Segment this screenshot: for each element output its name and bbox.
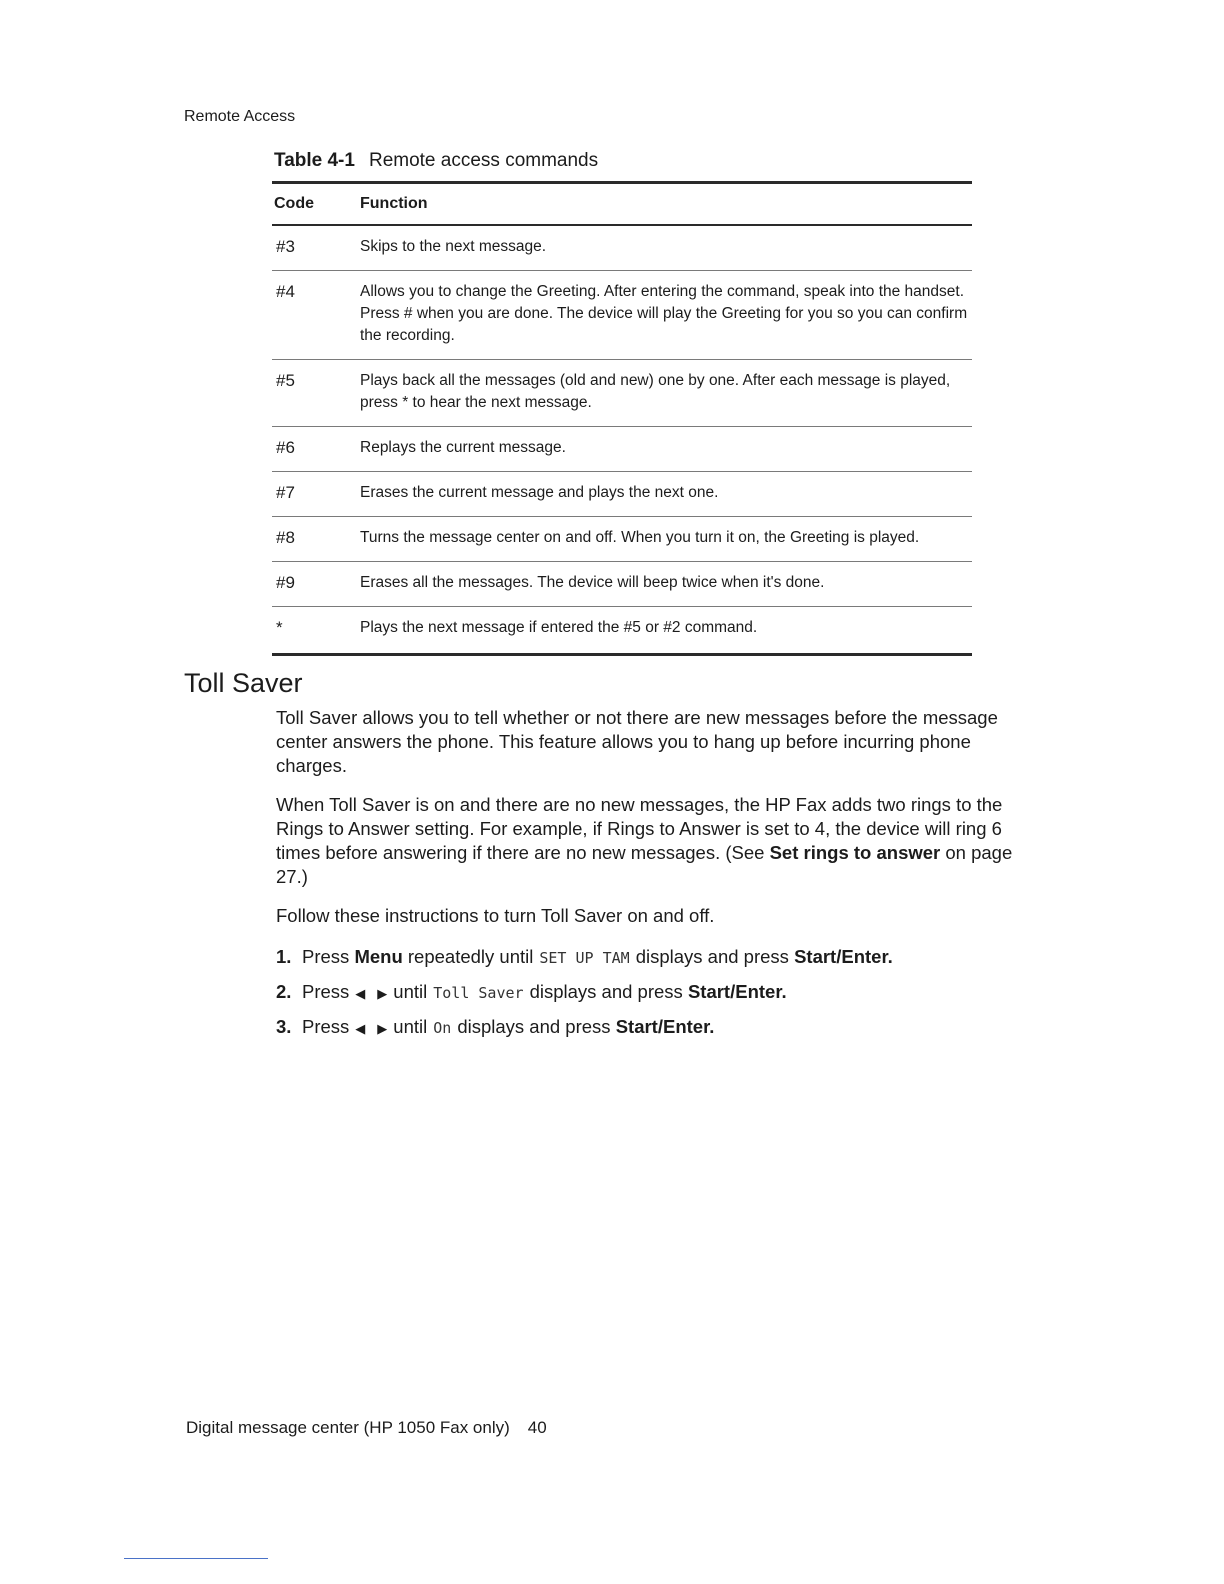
display-text: Toll Saver [433, 984, 524, 1002]
step-text: until [393, 1016, 428, 1037]
menu-key: Menu [354, 946, 403, 967]
table-row [272, 225, 972, 271]
table-caption [274, 150, 598, 172]
row-code: #5 [272, 360, 360, 427]
step-item [276, 1015, 1036, 1050]
row-function: Skips to the next message. [360, 225, 972, 271]
header-function: Function [360, 183, 972, 226]
paragraph-instructions: Follow these instructions to turn Toll Saver on and off. [276, 905, 715, 926]
row-code: * [272, 607, 360, 655]
left-arrow-icon: ◀ [355, 986, 366, 1001]
step-text: Press [302, 1016, 350, 1037]
step-item [276, 945, 1036, 980]
row-code: #9 [272, 562, 360, 607]
row-function: Plays back all the messages (old and new) one by one. After each message is played, press * to hear the next message. [360, 360, 972, 427]
paragraph-rings [276, 793, 1036, 889]
step-text: displays and press [457, 1016, 611, 1037]
cross-reference-link[interactable]: Set rings to answer [769, 842, 941, 863]
step-text: repeatedly until [407, 946, 534, 967]
row-function: Erases all the messages. The device will beep twice when it's done. [360, 562, 972, 607]
step-text: until [393, 981, 428, 1002]
table-row [272, 360, 972, 427]
start-enter-key: Start/Enter. [794, 946, 893, 967]
page-number: 40 [527, 1418, 547, 1437]
row-code: #8 [272, 517, 360, 562]
step-text: Press [302, 946, 350, 967]
table-caption-number: Table 4-1 [274, 150, 355, 171]
row-code: #3 [272, 225, 360, 271]
paragraph-intro: Toll Saver allows you to tell whether or not there are new messages before the message center answers the phone. This feature allows you to hang up before incurring phone charges. [276, 707, 998, 776]
table-caption-title: Remote access commands [368, 150, 599, 171]
row-code: #7 [272, 472, 360, 517]
step-text: displays and press [635, 946, 789, 967]
table-row [272, 517, 972, 562]
left-arrow-icon: ◀ [355, 1021, 366, 1036]
step-number: 2. [276, 981, 292, 1002]
running-head: Remote Access [184, 108, 296, 125]
row-function: Erases the current message and plays the next one. [360, 472, 972, 517]
page-footer [186, 1418, 547, 1438]
display-text: SET UP TAM [539, 949, 630, 967]
table-row [272, 472, 972, 517]
display-text: On [433, 1019, 452, 1037]
paragraph-rings-tail: on page 27.) [276, 842, 1013, 887]
table-row [272, 607, 972, 655]
step-number: 1. [276, 946, 292, 967]
steps-list [276, 945, 1036, 1050]
row-function: Plays the next message if entered the #5 or #2 command. [360, 607, 972, 655]
remote-access-commands-table [272, 181, 972, 656]
row-function: Turns the message center on and off. When you turn it on, the Greeting is played. [360, 517, 972, 562]
footer-divider [124, 1558, 268, 1559]
row-function: Replays the current message. [360, 427, 972, 472]
step-number: 3. [276, 1016, 292, 1037]
start-enter-key: Start/Enter. [687, 981, 787, 1002]
footer-title: Digital message center (HP 1050 Fax only) [186, 1418, 510, 1437]
table-row [272, 562, 972, 607]
row-code: #4 [272, 271, 360, 360]
start-enter-key: Start/Enter. [615, 1016, 715, 1037]
table-row [272, 427, 972, 472]
row-function: Allows you to change the Greeting. After entering the command, speak into the handset. Press # when you are done. The device will play the Greeting for you so you can confirm the recording. [360, 271, 972, 360]
right-arrow-icon: ▶ [377, 986, 388, 1001]
table-header-row [272, 183, 972, 226]
step-text: Press [302, 981, 350, 1002]
step-item [276, 980, 1036, 1015]
paragraph-rings-text: When Toll Saver is on and there are no new messages, the HP Fax adds two rings to the Rings to Answer setting. For example, if Rings to Answer is set to 4, the device will ring 6 times before answering if there are no new messages. (See [276, 794, 1003, 863]
step-text: displays and press [529, 981, 683, 1002]
right-arrow-icon: ▶ [377, 1021, 388, 1036]
section-title: Toll Saver [184, 668, 303, 698]
table-row [272, 271, 972, 360]
row-code: #6 [272, 427, 360, 472]
header-code: Code [272, 183, 360, 226]
